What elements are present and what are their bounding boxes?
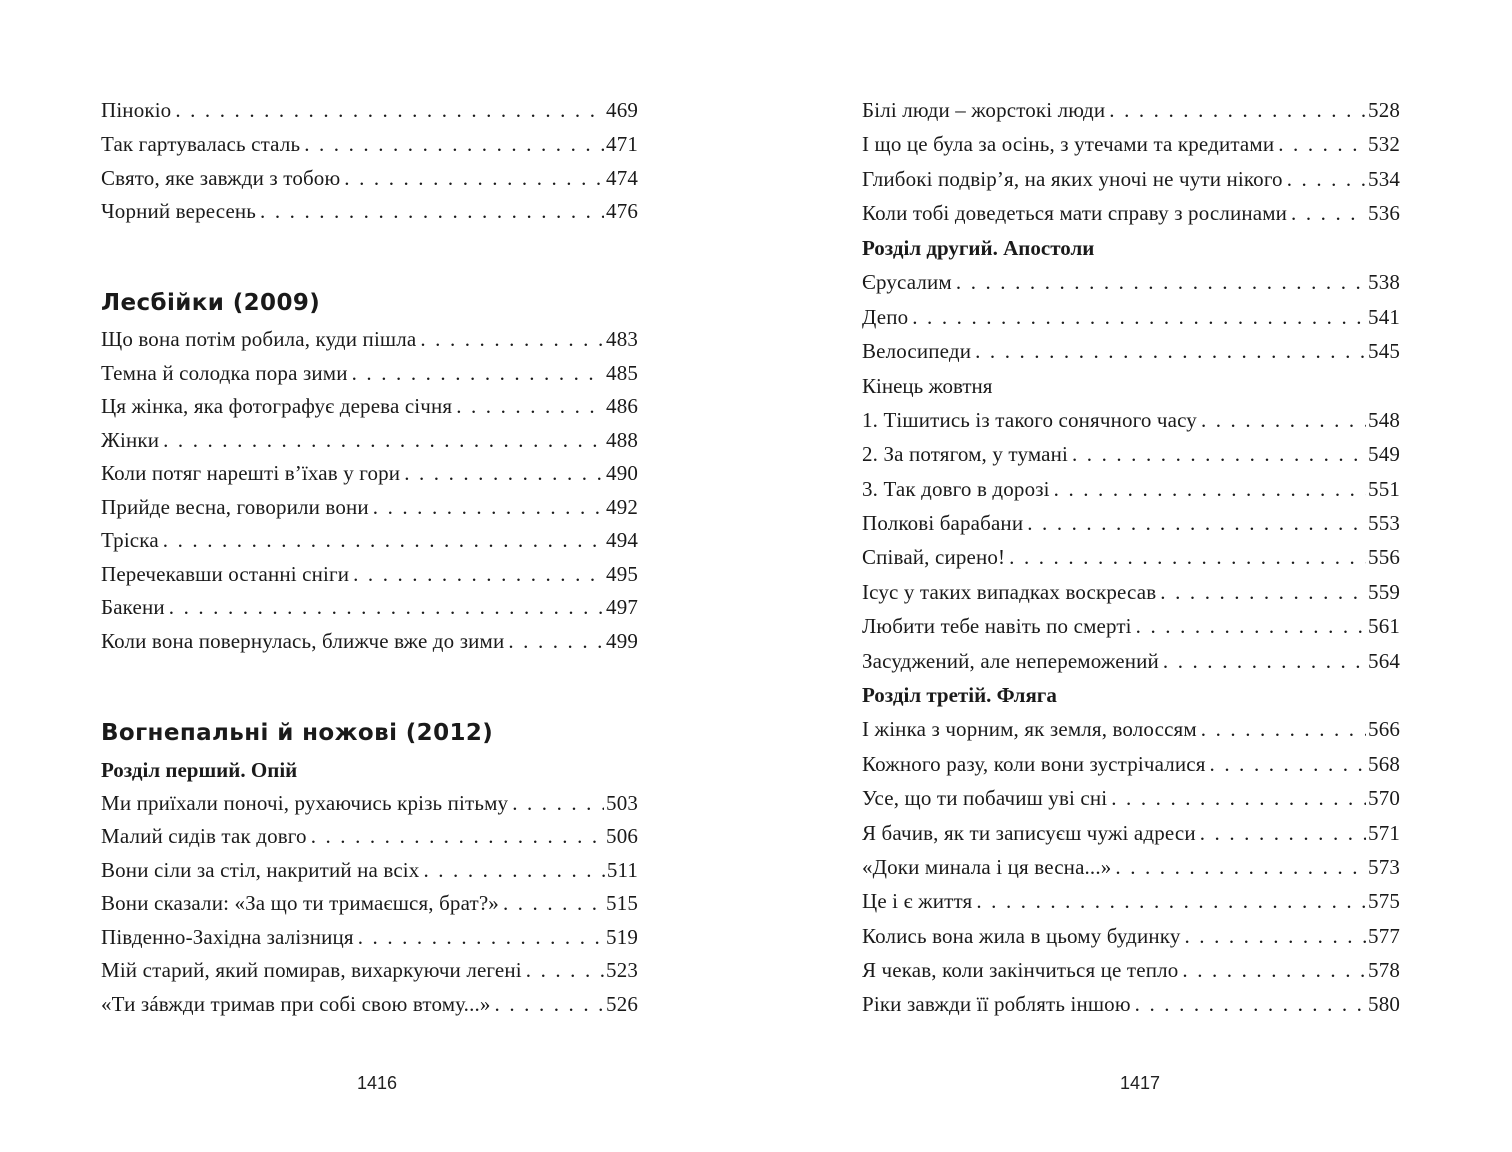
entry-title: Полкові барабани [862, 511, 1024, 535]
toc-entry [101, 425, 638, 455]
toc-entry [101, 592, 638, 622]
leader-dots [165, 592, 604, 622]
toc-entry [101, 955, 638, 985]
leader-dots [307, 821, 604, 851]
entry-title: Коли потяг нарешті в’їхав у гори [101, 461, 401, 485]
entry-page: 474 [606, 166, 638, 190]
entry-title: Я бачив, як ти записуєш чужі адреси [862, 821, 1196, 845]
leader-dots [1132, 611, 1366, 641]
entry-title: Перечекавши останні сніги [101, 562, 350, 586]
leader-dots [159, 425, 604, 455]
leader-dots [256, 196, 604, 226]
toc-entry [862, 95, 1400, 125]
toc-entry [101, 324, 638, 354]
leader-dots [1107, 783, 1366, 813]
entry-title: Свято, яке завжди з тобою [101, 166, 341, 190]
entry-page: 497 [606, 595, 638, 619]
entry-title: «Ти зáвжди тримав при собі свою втому...» [101, 992, 491, 1016]
toc-entry [862, 749, 1400, 779]
leader-dots [1023, 508, 1366, 538]
leader-dots [400, 458, 604, 488]
toc-entry [862, 267, 1400, 297]
entry-page: 519 [606, 925, 638, 949]
leader-dots [369, 492, 604, 522]
toc-entry [101, 525, 638, 555]
entry-page: 577 [1368, 924, 1400, 948]
leader-dots [508, 788, 604, 818]
toc-entry [862, 164, 1400, 194]
toc-entry [101, 559, 638, 589]
entry-page: 551 [1368, 477, 1400, 501]
toc-entry [101, 358, 638, 388]
entry-page: 483 [606, 327, 638, 351]
chapter-heading: Розділ третій. Фляга [862, 683, 1057, 707]
entry-title: 1. Тішитись із такого сонячного часу [862, 408, 1197, 432]
entry-page: 499 [606, 629, 638, 653]
entry-title: 2. За потягом, у тумані [862, 442, 1068, 466]
leader-dots [1105, 95, 1366, 125]
leader-dots [908, 302, 1366, 332]
leader-dots [499, 888, 604, 918]
leader-dots [1197, 714, 1366, 744]
toc-entry [101, 163, 638, 193]
leader-dots [171, 95, 604, 125]
entry-page: 515 [606, 891, 638, 915]
entry-title: Коли тобі доведеться мати справу з рослинами [862, 201, 1288, 225]
leader-dots [1005, 542, 1366, 572]
toc-entry [101, 492, 638, 522]
page-number: 1416 [357, 1073, 398, 1093]
toc-entry [862, 129, 1400, 159]
leader-dots [354, 922, 604, 952]
leader-dots [452, 391, 604, 421]
toc-entry [862, 474, 1400, 504]
entry-title: Тріска [101, 528, 159, 552]
toc-entry [101, 888, 638, 918]
entry-page: 549 [1368, 442, 1400, 466]
entry-page: 503 [606, 791, 638, 815]
toc-entry [862, 542, 1400, 572]
entry-page: 469 [606, 98, 638, 122]
toc-entry [862, 852, 1400, 882]
entry-page: 526 [606, 992, 638, 1016]
entry-page: 471 [606, 132, 638, 156]
entry-title: Кожного разу, коли вони зустрічалися [862, 752, 1206, 776]
entry-title: Ріки завжди її роблять іншою [862, 992, 1131, 1016]
entry-page: 494 [606, 528, 638, 552]
toc-entry [101, 458, 638, 488]
entry-title: Коли вона повернулась, ближче вже до зими [101, 629, 505, 653]
toc-entry [101, 821, 638, 851]
chapter-heading: Розділ другий. Апостоли [862, 236, 1095, 260]
entry-page: 532 [1368, 132, 1400, 156]
entry-page: 490 [606, 461, 638, 485]
entry-page: 573 [1368, 855, 1400, 879]
entry-title: Засуджений, але непереможений [862, 649, 1159, 673]
section-heading: Лесбійки (2009) [101, 290, 321, 316]
entry-page: 580 [1368, 992, 1400, 1016]
entry-title: Велосипеди [862, 339, 972, 363]
leader-dots [1180, 921, 1366, 951]
leader-dots [1050, 474, 1366, 504]
entry-page: 476 [606, 199, 638, 223]
toc-entry [101, 989, 638, 1019]
entry-title: Ісус у таких випадках воскресав [862, 580, 1157, 604]
entry-page: 492 [606, 495, 638, 519]
leader-dots [348, 358, 604, 388]
entry-title: 3. Так довго в дорозі [862, 477, 1050, 501]
entry-page: 575 [1368, 889, 1400, 913]
leader-dots [1287, 198, 1366, 228]
toc-entry [862, 439, 1400, 469]
entry-title: Що вона потім робила, куди пішла [101, 327, 417, 351]
entry-page: 511 [606, 858, 638, 882]
entry-title: Білі люди – жорстокі люди [862, 98, 1106, 122]
entry-title: Усе, що ти побачиш уві сні [862, 786, 1108, 810]
leader-dots [300, 129, 604, 159]
entry-page: 523 [606, 958, 638, 982]
leader-dots [1178, 955, 1366, 985]
leader-dots [1068, 439, 1366, 469]
entry-page: 538 [1368, 270, 1400, 294]
leader-dots [1111, 852, 1366, 882]
toc-entry [101, 922, 638, 952]
entry-title: Темна й солодка пора зими [101, 361, 348, 385]
entry-title: Ми приїхали поночі, рухаючись крізь пітьму [101, 791, 509, 815]
entry-title: Депо [862, 305, 909, 329]
leader-dots [1206, 749, 1367, 779]
entry-title: Пінокіо [101, 98, 172, 122]
leader-dots [1131, 989, 1366, 1019]
left-page [101, 0, 638, 1152]
entry-page: 486 [606, 394, 638, 418]
entry-page: 506 [606, 824, 638, 848]
entry-page: 548 [1368, 408, 1400, 432]
page-number: 1417 [1120, 1073, 1161, 1093]
leader-dots [522, 955, 604, 985]
leader-dots [416, 324, 604, 354]
entry-title: Південно-Західна залізниця [101, 925, 354, 949]
entry-title: Єрусалим [862, 270, 952, 294]
entry-title: І жінка з чорним, як земля, волоссям [862, 717, 1197, 741]
leader-dots [1159, 646, 1366, 676]
leader-dots [972, 886, 1366, 916]
toc-entry [862, 336, 1400, 366]
entry-title: Колись вона жила в цьому будинку [862, 924, 1181, 948]
leader-dots [952, 267, 1366, 297]
toc-entry [101, 129, 638, 159]
entry-page: 561 [1368, 614, 1400, 638]
entry-title: І що це була за осінь, з утечами та кредитами [862, 132, 1275, 156]
leader-dots [1196, 818, 1366, 848]
toc-entry [101, 626, 638, 656]
leader-dots [159, 525, 604, 555]
toc-entry [862, 302, 1400, 332]
chapter-heading: Розділ перший. Опій [101, 758, 298, 782]
entry-page: 553 [1368, 511, 1400, 535]
entry-title: Малий сидів так довго [101, 824, 307, 848]
leader-dots [349, 559, 604, 589]
entry-page: 556 [1368, 545, 1400, 569]
toc-entry [862, 577, 1400, 607]
leader-dots [419, 855, 604, 885]
entry-title: Вони сказали: «За що ти тримаєшся, брат?» [101, 891, 499, 915]
leader-dots [1283, 164, 1366, 194]
section-heading: Вогнепальні й ножові (2012) [101, 720, 494, 746]
toc-entry [862, 818, 1400, 848]
entry-title: Любити тебе навіть по смерті [862, 614, 1132, 638]
toc-entry [862, 611, 1400, 641]
entry-page: 570 [1368, 786, 1400, 810]
leader-dots [504, 626, 604, 656]
toc-entry [862, 921, 1400, 951]
leader-dots [340, 163, 604, 193]
entry-page: 534 [1368, 167, 1400, 191]
toc-entry [862, 405, 1400, 435]
entry-page: 528 [1368, 98, 1400, 122]
entry-title: Бакени [101, 595, 165, 619]
entry-title: Прийде весна, говорили вони [101, 495, 369, 519]
entry-page: 578 [1368, 958, 1400, 982]
entry-page: 566 [1368, 717, 1400, 741]
entry-title: Жінки [101, 428, 160, 452]
entry-title: Я чекав, коли закінчиться це тепло [862, 958, 1179, 982]
toc-entry [101, 788, 638, 818]
toc-entry [862, 989, 1400, 1019]
entry-page: 488 [606, 428, 638, 452]
toc-entry [101, 391, 638, 421]
entry-page: 495 [606, 562, 638, 586]
entry-title: Мій старий, який помирав, вихаркуючи легені [101, 958, 522, 982]
toc-entry [862, 508, 1400, 538]
entry-page: 571 [1368, 821, 1400, 845]
entry-title: Вони сіли за стіл, накритий на всіх [101, 858, 420, 882]
entry-page: 564 [1368, 649, 1400, 673]
toc-entry [862, 886, 1400, 916]
entry-title: Чорний вересень [101, 199, 257, 223]
entry-title: «Доки минала і ця весна...» [862, 855, 1112, 879]
entry-title: Це і є життя [862, 889, 973, 913]
toc-entry [862, 714, 1400, 744]
entry-page: 536 [1368, 201, 1400, 225]
toc-entry [862, 955, 1400, 985]
leader-dots [1197, 405, 1366, 435]
leader-dots [491, 989, 605, 1019]
subgroup-title: Кінець жовтня [862, 374, 993, 398]
entry-title: Глибокі подвір’я, на яких уночі не чути нікого [862, 167, 1283, 191]
leader-dots [1274, 129, 1366, 159]
leader-dots [971, 336, 1366, 366]
entry-title: Так гартувалась сталь [101, 132, 301, 156]
toc-entry [101, 196, 638, 226]
entry-page: 568 [1368, 752, 1400, 776]
toc-entry [101, 855, 638, 885]
right-page [862, 0, 1400, 1152]
entry-title: Ця жінка, яка фотографує дерева січня [101, 394, 453, 418]
toc-entry [862, 198, 1400, 228]
entry-title: Співай, сирено! [862, 545, 1006, 569]
entry-page: 559 [1368, 580, 1400, 604]
toc-entry [101, 95, 638, 125]
entry-page: 541 [1368, 305, 1400, 329]
entry-page: 485 [606, 361, 638, 385]
entry-page: 545 [1368, 339, 1400, 363]
toc-entry [862, 646, 1400, 676]
toc-entry [862, 783, 1400, 813]
leader-dots [1156, 577, 1366, 607]
